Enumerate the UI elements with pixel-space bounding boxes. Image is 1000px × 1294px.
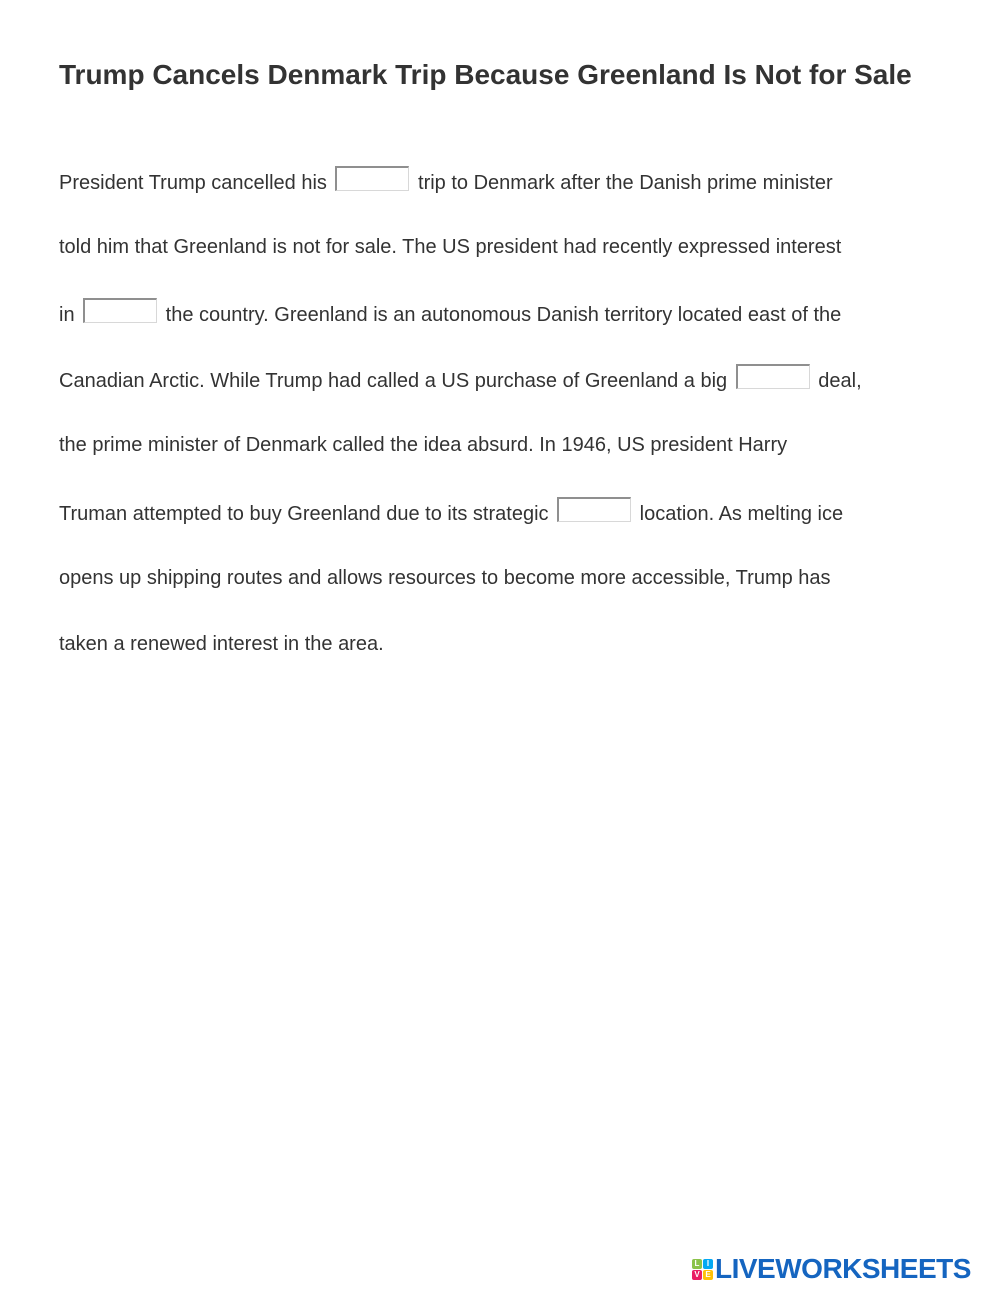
logo-icon-tile: I (703, 1259, 713, 1269)
passage-line-2 (59, 232, 841, 262)
logo-icon-tile: V (692, 1270, 702, 1280)
passage-text: taken a renewed interest in the area. (59, 633, 384, 655)
liveworksheets-logo[interactable] (692, 1252, 971, 1286)
passage-text: location. As melting ice (634, 503, 844, 525)
passage-line-1 (59, 166, 833, 196)
passage-text: President Trump cancelled his (59, 172, 333, 194)
passage-text: deal, (812, 370, 862, 392)
worksheet-title: Trump Cancels Denmark Trip Because Greenland Is Not for Sale (59, 59, 912, 90)
passage-text: in (59, 304, 81, 326)
logo-text: LIVEWORKSHEETS (715, 1253, 971, 1284)
passage-text: the country. Greenland is an autonomous Danish territory located east of the (160, 304, 842, 326)
passage-line-8 (59, 629, 384, 659)
passage-line-4 (59, 364, 862, 394)
passage-line-6 (59, 497, 843, 527)
passage-text: trip to Denmark after the Danish prime minister (412, 172, 833, 194)
liveworksheets-logo-icon (692, 1259, 713, 1280)
passage-line-7 (59, 563, 831, 593)
passage-text: Truman attempted to buy Greenland due to its strategic (59, 503, 555, 525)
passage-text: told him that Greenland is not for sale. The US president had recently expressed interest (59, 236, 842, 258)
passage-text: opens up shipping routes and allows resources to become more accessible, Trump has (59, 567, 831, 589)
passage-text: the prime minister of Denmark called the idea absurd. In 1946, US president Harry (59, 434, 788, 456)
logo-icon-tile: L (692, 1259, 702, 1269)
blank-input-1[interactable] (335, 166, 409, 191)
blank-input-4[interactable] (557, 497, 631, 522)
blank-input-3[interactable] (736, 364, 810, 389)
blank-input-2[interactable] (83, 298, 157, 323)
passage-text: Canadian Arctic. While Trump had called a US purchase of Greenland a big (59, 370, 733, 392)
passage-line-5 (59, 430, 787, 460)
logo-icon-tile: E (703, 1270, 713, 1280)
passage-line-3 (59, 298, 841, 328)
